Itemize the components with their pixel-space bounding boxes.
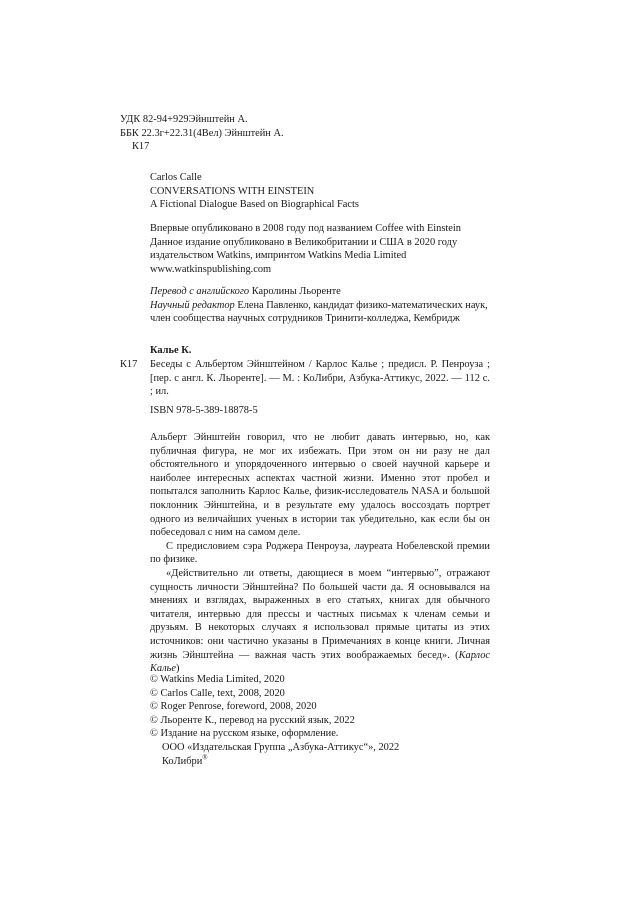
editor-credit bbox=[150, 299, 490, 326]
translation-label: Перевод с английского bbox=[150, 286, 250, 297]
catalog-author: Калье К. bbox=[150, 345, 192, 356]
original-title: CONVERSATIONS WITH EINSTEIN bbox=[150, 185, 315, 197]
quote-text: «Действительно ли ответы, дающиеся в моем “интервью”, отражают сущность личности Эйнштейна? По большей части да. Я основывался на мнениях и взглядах, выраженных в его статьях, книгах для обычного читателя, интервью для прессы и частных письмах к членам семьи и друзьям. В некоторых случаях я использовал прямые цитаты из этих источников: они частично указаны в Примечаниях в конце книги. Личная жизнь Эйнштейна — важная часть этих воображаемых бесед». ( bbox=[150, 567, 490, 661]
quote-close: ) bbox=[175, 663, 180, 675]
original-author: Carlos Calle bbox=[150, 172, 202, 183]
abstract-paragraph: С предисловием сэра Роджера Пенроуза, лауреата Нобелевской премии по физике. bbox=[150, 540, 490, 566]
isbn: ISBN 978-5-389-18878-5 bbox=[150, 405, 258, 416]
credits-block bbox=[150, 285, 490, 326]
publication-note bbox=[150, 222, 490, 276]
publication-note-line: издательством Watkins, импринтом Watkins Media Limited bbox=[150, 250, 407, 262]
editor-name: Елена Павленко, кандидат физико-математических наук, член сообщества научных сотрудников Тринити-колледжа, Кембридж bbox=[150, 299, 488, 325]
udk-code: УДК 82-94+929Эйнштейн А. bbox=[120, 114, 248, 125]
copyright-line: © Льоренте К., перевод на русский язык, 2022 bbox=[150, 714, 355, 726]
quote-signature: Карлос Калье bbox=[150, 649, 490, 675]
bbk-code: ББК 22.3г+22.31(4Вел) Эйнштейн А. bbox=[120, 127, 284, 139]
classification-block bbox=[120, 113, 284, 154]
catalog-code: К17 bbox=[120, 359, 138, 370]
abstract-paragraph: Альберт Эйнштейн говорил, что не любит давать интервью, но, как публичная фигура, не мог их избежать. При этом он ни разу не дал обстоятельного и упорядоченного интервью о своей научной карьере и наиболее интересных аспектах частной жизни. Именно этот пробел и попытался заполнить Карлос Калье, физик-исследователь NASA и большой поклонник Эйнштейна, и в результате ему удалось воссоздать портрет одного из величайших ученых в истории так убедительно, как если бы он побеседовал с ним на самом деле. bbox=[150, 432, 490, 539]
publisher-website: www.watkinspublishing.com bbox=[150, 263, 272, 275]
author-sign-code: К17 bbox=[132, 141, 150, 153]
imprint-label: КоЛибри bbox=[162, 755, 203, 767]
registered-mark: ® bbox=[202, 753, 208, 762]
copyright-line: © Roger Penrose, foreword, 2008, 2020 bbox=[150, 701, 317, 713]
original-edition-block bbox=[150, 171, 490, 212]
original-subtitle: A Fictional Dialogue Based on Biographical Facts bbox=[150, 199, 359, 211]
publication-note-line: Впервые опубликовано в 2008 году под названием Coffee with Einstein bbox=[150, 223, 462, 234]
editor-label: Научный редактор bbox=[150, 299, 235, 311]
copyright-line: © Издание на русском языке, оформление. bbox=[150, 728, 339, 740]
translation-credit bbox=[150, 285, 490, 299]
abstract-quote bbox=[150, 567, 490, 676]
abstract bbox=[150, 431, 490, 676]
catalog-entry: Беседы с Альбертом Эйнштейном / Карлос Калье ; предисл. Р. Пенроуза ; [пер. с англ. К. Льоренте]. — М. : КоЛибри, Азбука-Аттикус, 2022. — 112 с. ; ил. bbox=[150, 359, 490, 398]
copyright-line: ООО «Издательская Группа „Азбука-Аттикус“», 2022 bbox=[162, 741, 400, 753]
copyright-block bbox=[150, 673, 490, 768]
translator-name: Каролины Льоренте bbox=[251, 286, 341, 297]
imprint-name bbox=[150, 755, 490, 769]
publication-note-line: Данное издание опубликовано в Великобритании и США в 2020 году bbox=[150, 236, 458, 248]
copyright-line: © Carlos Calle, text, 2008, 2020 bbox=[150, 687, 285, 699]
copyright-line: © Watkins Media Limited, 2020 bbox=[150, 674, 285, 685]
